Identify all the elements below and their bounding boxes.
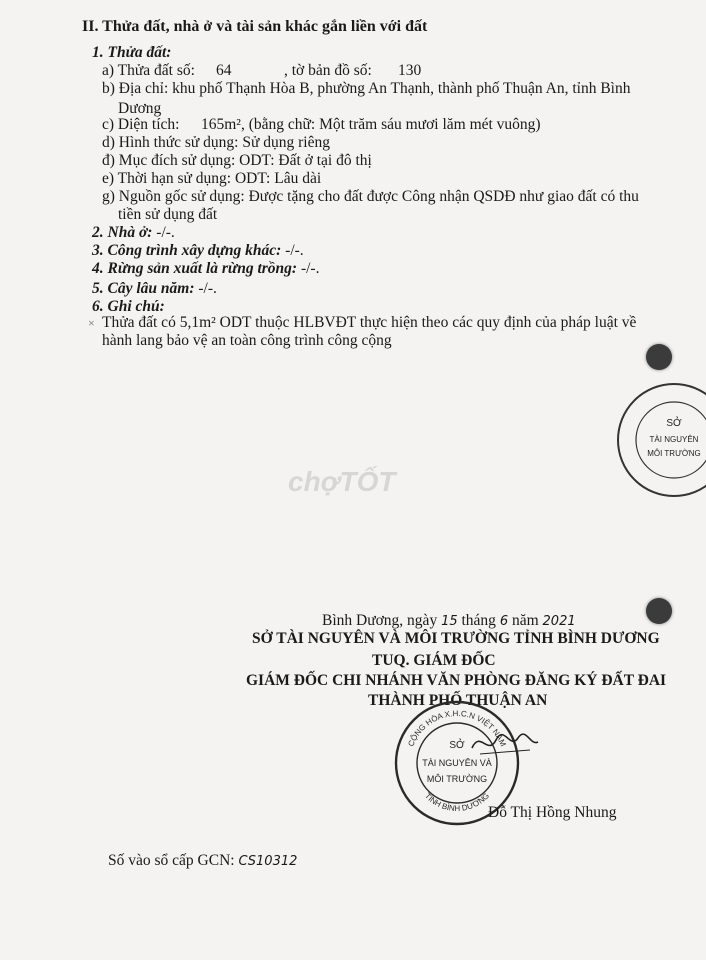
margin-mark: × — [88, 316, 95, 330]
date-year: 2021 — [542, 614, 576, 629]
notes-line-2: hành lang bảo vệ an toàn công trình công cộng — [102, 332, 392, 349]
seal-center-line-1: SỞ — [449, 740, 465, 751]
origin-line-2: tiền sử dụng đất — [118, 206, 218, 223]
partial-seal-stamp — [614, 380, 706, 500]
construction-value: -/-. — [285, 242, 304, 259]
year-label: năm — [511, 612, 539, 629]
watermark: chợTỐT — [288, 466, 396, 497]
place-date-prefix: Bình Dương, ngày — [322, 612, 438, 629]
date-day: 15 — [441, 614, 458, 629]
seal-center-line-3: MÔI TRƯỜNG — [426, 774, 488, 784]
map-label: , tờ bản đồ số: — [284, 62, 372, 79]
month-label: tháng — [461, 612, 496, 629]
house-value: -/-. — [156, 224, 175, 241]
land-heading: 1. Thửa đất: — [92, 44, 172, 61]
date-month: 6 — [499, 614, 509, 629]
certificate-number: CS10312 — [238, 854, 298, 869]
director-line-1: GIÁM ĐỐC CHI NHÁNH VĂN PHÒNG ĐĂNG KÝ ĐẤT ĐAI — [246, 672, 667, 689]
seal-bottom-text: TỈNH BÌNH DƯƠNG — [422, 791, 492, 814]
area-label: c) Diện tích: — [102, 116, 180, 133]
area-value: 165m², (bằng chữ: Một trăm sáu mươi lăm mét vuông) — [201, 116, 541, 133]
construction-row — [92, 242, 304, 260]
forest-value: -/-. — [300, 260, 320, 277]
notes-line-1: Thửa đất có 5,1m² ODT thuộc HLBVĐT thực hiện theo các quy định của pháp luật về — [102, 314, 637, 331]
perennial-value: -/-. — [198, 280, 217, 297]
punch-hole-top — [646, 344, 672, 370]
svg-text:SỞ: SỞ — [666, 418, 682, 429]
place-date — [322, 612, 576, 630]
address-line-1: b) Địa chỉ: khu phố Thạnh Hòa B, phường An Thạnh, thành phố Thuận An, tỉnh Bình — [102, 80, 631, 97]
map-number: 130 — [398, 62, 422, 79]
construction-label: 3. Công trình xây dựng khác: — [92, 242, 282, 259]
usage-form: d) Hình thức sử dụng: Sử dụng riêng — [102, 134, 330, 151]
section-title: II. Thửa đất, nhà ở và tài sản khác gắn liền với đất — [82, 18, 428, 35]
parcel-label: a) Thửa đất số: — [102, 62, 195, 79]
usage-purpose: đ) Mục đích sử dụng: ODT: Đất ở tại đô thị — [102, 152, 372, 169]
forest-label: 4. Rừng sản xuất là rừng trồng: — [92, 260, 298, 277]
certificate-row — [108, 852, 297, 870]
seal-ring-text: CỘNG HÒA X.H.C.N VIỆT NAM — [406, 708, 508, 748]
signer-name: Đỗ Thị Hồng Nhung — [488, 804, 617, 821]
perennial-label: 5. Cây lâu năm: — [92, 280, 195, 297]
department-name: SỞ TÀI NGUYÊN VÀ MÔI TRƯỜNG TỈNH BÌNH DƯƠNG — [252, 630, 660, 647]
notes-label: 6. Ghi chú: — [92, 298, 165, 315]
certificate-label: Số vào sổ cấp GCN: — [108, 852, 235, 869]
forest-row — [92, 260, 319, 278]
house-row — [92, 224, 175, 242]
tuq-title: TUQ. GIÁM ĐỐC — [372, 652, 496, 669]
svg-text:TÀI NGUYÊN: TÀI NGUYÊN — [649, 435, 699, 444]
seal-center-line-2: TÀI NGUYÊN VÀ — [422, 758, 492, 768]
punch-hole-bottom — [646, 598, 672, 624]
house-label: 2. Nhà ở: — [92, 224, 153, 241]
perennial-row — [92, 280, 217, 298]
signature — [470, 720, 540, 760]
svg-text:MÔI TRƯỜNG: MÔI TRƯỜNG — [647, 449, 701, 458]
address-line-2: Dương — [118, 100, 162, 117]
origin-line-1: g) Nguồn gốc sử dụng: Được tặng cho đất được Công nhận QSDĐ như giao đất có thu — [102, 188, 639, 205]
director-line-2: THÀNH PHỐ THUẬN AN — [368, 692, 548, 709]
parcel-number: 64 — [216, 62, 232, 79]
usage-term: e) Thời hạn sử dụng: ODT: Lâu dài — [102, 170, 322, 187]
